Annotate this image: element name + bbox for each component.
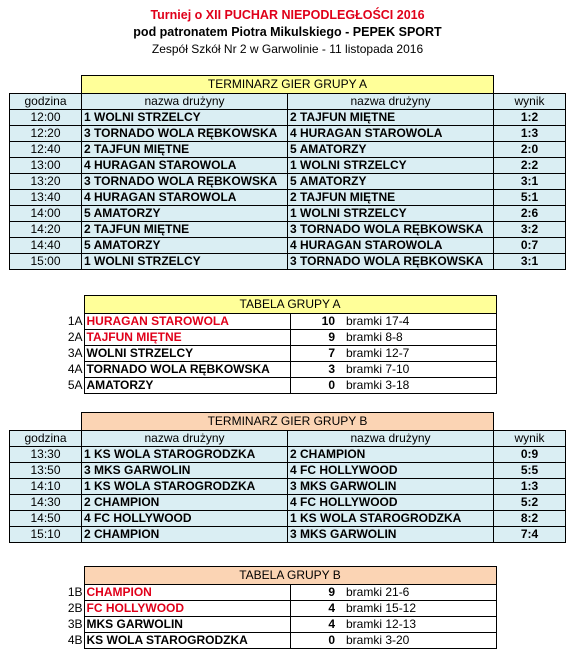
team-points: 0 <box>290 378 340 394</box>
col-header-result: wynik <box>494 431 566 447</box>
home-team: 1 WOLNI STRZELCY <box>82 254 288 270</box>
team-rank: 2A <box>67 330 83 344</box>
match-result: 1:3 <box>494 126 566 142</box>
standings-row <box>58 633 496 649</box>
standings-b-title: TABELA GRUPY B <box>84 567 496 585</box>
team-goals: bramki 3-18 <box>340 378 496 394</box>
team-goals: bramki 15-12 <box>340 601 496 617</box>
home-team: 1 WOLNI STRZELCY <box>82 110 288 126</box>
home-team: 3 MKS GARWOLIN <box>82 463 288 479</box>
home-team: 4 FC HOLLYWOOD <box>82 511 288 527</box>
col-header-team-2: nazwa drużyny <box>288 94 494 110</box>
away-team: 2 TAJFUN MIĘTNE <box>288 190 494 206</box>
home-team: 5 AMATORZY <box>82 238 288 254</box>
team-rank: 4A <box>67 362 83 376</box>
match-result: 0:7 <box>494 238 566 254</box>
match-time: 13:50 <box>10 463 82 479</box>
standings-a-title: TABELA GRUPY A <box>84 296 496 314</box>
match-time: 12:20 <box>10 126 82 142</box>
away-team: 3 MKS GARWOLIN <box>288 527 494 543</box>
match-result: 1:2 <box>494 110 566 126</box>
standings-row <box>58 617 496 633</box>
col-header-result: wynik <box>494 94 566 110</box>
match-result: 2:6 <box>494 206 566 222</box>
match-row <box>10 174 566 190</box>
away-team: 3 TORNADO WOLA RĘBKOWSKA <box>288 254 494 270</box>
match-time: 12:40 <box>10 142 82 158</box>
team-points: 9 <box>290 585 340 601</box>
match-time: 13:20 <box>10 174 82 190</box>
team-name: AMATORZY <box>84 378 290 394</box>
match-time: 14:00 <box>10 206 82 222</box>
match-time: 14:10 <box>10 479 82 495</box>
match-result: 3:1 <box>494 254 566 270</box>
match-time: 14:20 <box>10 222 82 238</box>
match-result: 1:3 <box>494 479 566 495</box>
match-row <box>10 254 566 270</box>
col-header-time: godzina <box>10 94 82 110</box>
patronage-line: pod patronatem Piotra Mikulskiego - PEPEK SPORT <box>133 25 442 39</box>
match-time: 14:30 <box>10 495 82 511</box>
match-result: 5:5 <box>494 463 566 479</box>
match-row <box>10 222 566 238</box>
standings-row <box>58 601 496 617</box>
match-result: 5:1 <box>494 190 566 206</box>
venue-date-line: Zespół Szkół Nr 2 w Garwolinie - 11 listopada 2016 <box>151 42 424 56</box>
home-team: 2 TAJFUN MIĘTNE <box>82 142 288 158</box>
home-team: 3 TORNADO WOLA RĘBKOWSKA <box>82 174 288 190</box>
standings-table-group-b <box>58 566 497 649</box>
standings-row <box>58 346 496 362</box>
team-name: TAJFUN MIĘTNE <box>84 330 290 346</box>
team-name: CHAMPION <box>84 585 290 601</box>
team-name: KS WOLA STAROGRODZKA <box>84 633 290 649</box>
match-row <box>10 511 566 527</box>
fixtures-b-header-row <box>10 431 566 447</box>
match-time: 13:30 <box>10 447 82 463</box>
match-result: 5:2 <box>494 495 566 511</box>
team-name: TORNADO WOLA RĘBKOWSKA <box>84 362 290 378</box>
match-time: 12:00 <box>10 110 82 126</box>
home-team: 5 AMATORZY <box>82 206 288 222</box>
team-name: WOLNI STRZELCY <box>84 346 290 362</box>
team-points: 3 <box>290 362 340 378</box>
match-row <box>10 142 566 158</box>
team-rank: 5A <box>67 378 83 392</box>
team-goals: bramki 12-13 <box>340 617 496 633</box>
team-rank: 2B <box>67 601 83 615</box>
col-header-team-2: nazwa drużyny <box>288 431 494 447</box>
match-result: 3:1 <box>494 174 566 190</box>
away-team: 2 TAJFUN MIĘTNE <box>288 110 494 126</box>
home-team: 2 CHAMPION <box>82 527 288 543</box>
match-time: 13:00 <box>10 158 82 174</box>
fixtures-a-title: TERMINARZ GIER GRUPY A <box>82 76 494 94</box>
fixtures-table-group-a <box>9 75 566 270</box>
match-result: 3:2 <box>494 222 566 238</box>
team-points: 4 <box>290 601 340 617</box>
col-header-team-1: nazwa drużyny <box>82 94 288 110</box>
away-team: 5 AMATORZY <box>288 142 494 158</box>
standings-table-group-a <box>58 295 497 394</box>
team-rank: 3B <box>67 617 83 631</box>
match-row <box>10 158 566 174</box>
home-team: 2 CHAMPION <box>82 495 288 511</box>
away-team: 5 AMATORZY <box>288 174 494 190</box>
col-header-team-1: nazwa drużyny <box>82 431 288 447</box>
away-team: 4 FC HOLLYWOOD <box>288 495 494 511</box>
away-team: 4 HURAGAN STAROWOLA <box>288 126 494 142</box>
fixtures-b-title: TERMINARZ GIER GRUPY B <box>82 413 494 431</box>
standings-row <box>58 314 496 330</box>
away-team: 2 CHAMPION <box>288 447 494 463</box>
team-points: 10 <box>290 314 340 330</box>
match-row <box>10 126 566 142</box>
match-row <box>10 206 566 222</box>
team-goals: bramki 8-8 <box>340 330 496 346</box>
match-time: 14:50 <box>10 511 82 527</box>
team-name: HURAGAN STAROWOLA <box>84 314 290 330</box>
team-points: 4 <box>290 617 340 633</box>
match-row <box>10 527 566 543</box>
match-time: 15:00 <box>10 254 82 270</box>
home-team: 4 HURAGAN STAROWOLA <box>82 190 288 206</box>
team-points: 9 <box>290 330 340 346</box>
match-row <box>10 479 566 495</box>
match-row <box>10 495 566 511</box>
team-name: MKS GARWOLIN <box>84 617 290 633</box>
home-team: 1 KS WOLA STAROGRODZKA <box>82 479 288 495</box>
tournament-title: Turniej o XII PUCHAR NIEPODLEGŁOŚCI 2016 <box>150 8 425 22</box>
standings-row <box>58 378 496 394</box>
away-team: 1 WOLNI STRZELCY <box>288 158 494 174</box>
away-team: 4 HURAGAN STAROWOLA <box>288 238 494 254</box>
team-rank: 1B <box>67 585 83 599</box>
team-rank: 4B <box>67 633 83 647</box>
fixtures-table-group-b <box>9 412 566 543</box>
home-team: 2 TAJFUN MIĘTNE <box>82 222 288 238</box>
fixtures-a-header-row <box>10 94 566 110</box>
home-team: 4 HURAGAN STAROWOLA <box>82 158 288 174</box>
away-team: 3 MKS GARWOLIN <box>288 479 494 495</box>
standings-row <box>58 330 496 346</box>
team-goals: bramki 7-10 <box>340 362 496 378</box>
team-goals: bramki 3-20 <box>340 633 496 649</box>
team-rank: 3A <box>67 346 83 360</box>
match-result: 2:0 <box>494 142 566 158</box>
away-team: 1 WOLNI STRZELCY <box>288 206 494 222</box>
match-row <box>10 238 566 254</box>
match-row <box>10 463 566 479</box>
match-result: 7:4 <box>494 527 566 543</box>
away-team: 3 TORNADO WOLA RĘBKOWSKA <box>288 222 494 238</box>
standings-row <box>58 362 496 378</box>
home-team: 3 TORNADO WOLA RĘBKOWSKA <box>82 126 288 142</box>
away-team: 4 FC HOLLYWOOD <box>288 463 494 479</box>
match-result: 8:2 <box>494 511 566 527</box>
match-row <box>10 447 566 463</box>
match-time: 13:40 <box>10 190 82 206</box>
standings-row <box>58 585 496 601</box>
team-points: 0 <box>290 633 340 649</box>
match-row <box>10 190 566 206</box>
away-team: 1 KS WOLA STAROGRODZKA <box>288 511 494 527</box>
match-row <box>10 110 566 126</box>
match-result: 0:9 <box>494 447 566 463</box>
match-result: 2:2 <box>494 158 566 174</box>
match-time: 14:40 <box>10 238 82 254</box>
home-team: 1 KS WOLA STAROGRODZKA <box>82 447 288 463</box>
match-time: 15:10 <box>10 527 82 543</box>
col-header-time: godzina <box>10 431 82 447</box>
team-rank: 1A <box>67 314 83 328</box>
team-name: FC HOLLYWOOD <box>84 601 290 617</box>
team-goals: bramki 21-6 <box>340 585 496 601</box>
team-goals: bramki 17-4 <box>340 314 496 330</box>
team-goals: bramki 12-7 <box>340 346 496 362</box>
team-points: 7 <box>290 346 340 362</box>
